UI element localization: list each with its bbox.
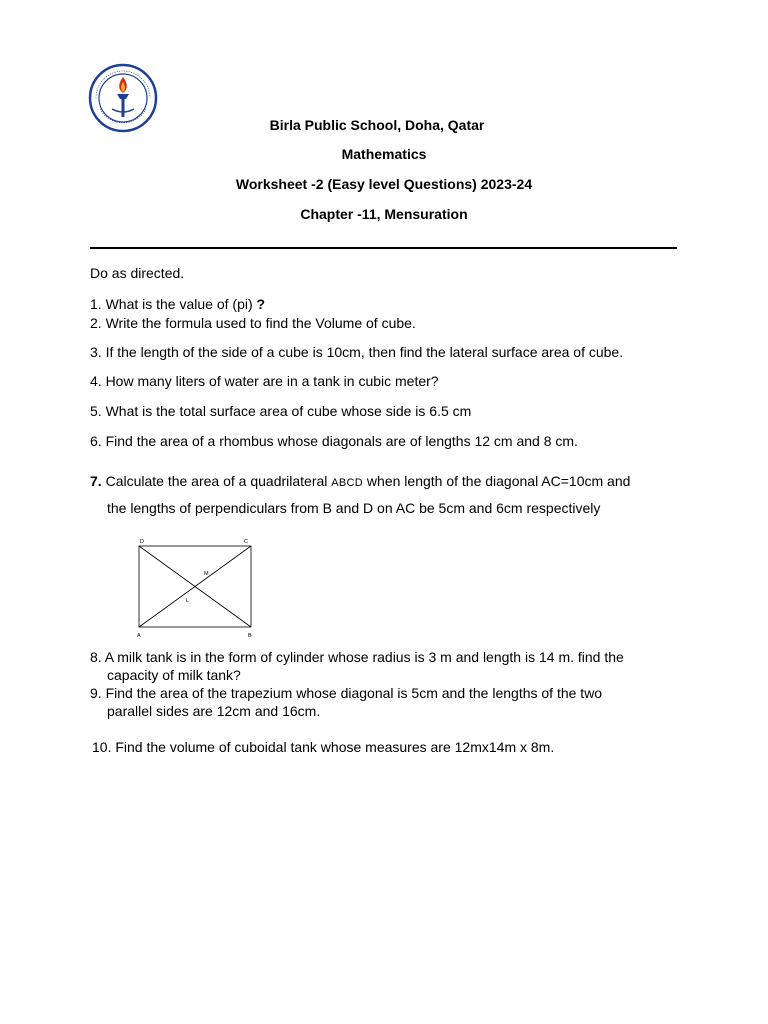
question-7-abcd: ABCD	[331, 477, 364, 489]
question-7-text-a: Calculate the area of a quadrilateral	[101, 473, 332, 489]
chapter-title: Chapter -11, Mensuration	[300, 206, 468, 222]
question-8-line-2: capacity of milk tank?	[107, 667, 241, 683]
label-l: L	[186, 598, 190, 604]
school-name: Birla Public School, Doha, Qatar	[269, 117, 485, 133]
question-5: 5. What is the total surface area of cube whose side is 6.5 cm	[90, 403, 472, 419]
question-3: 3. If the length of the side of a cube is 10cm, then find the lateral surface area of cube.	[90, 344, 624, 360]
question-7-number: 7.	[90, 473, 102, 489]
quadrilateral-figure	[134, 535, 258, 643]
question-4: 4. How many liters of water are in a tank in cubic meter?	[90, 373, 439, 389]
label-d: D	[140, 539, 144, 545]
label-c: C	[244, 539, 248, 545]
label-b: B	[248, 633, 252, 639]
question-1	[90, 295, 265, 313]
question-9-line-1: 9. Find the area of the trapezium whose diagonal is 5cm and the lengths of the two	[90, 685, 603, 701]
question-7-text-b: when length of the diagonal AC=10cm and	[363, 473, 631, 489]
instruction: Do as directed.	[90, 265, 185, 281]
question-10: 10. Find the volume of cuboidal tank whose measures are 12mx14m x 8m.	[92, 739, 555, 755]
question-7	[90, 472, 630, 492]
question-2: 2. Write the formula used to find the Volume of cube.	[90, 315, 416, 331]
subject-title: Mathematics	[341, 146, 427, 162]
question-1-mark: ?	[256, 296, 266, 312]
question-7-line-2: the lengths of perpendiculars from B and D on AC be 5cm and 6cm respectively	[107, 500, 601, 516]
question-8-line-1: 8. A milk tank is in the form of cylinder whose radius is 3 m and length is 14 m. find the	[90, 649, 624, 665]
question-6: 6. Find the area of a rhombus whose diagonals are of lengths 12 cm and 8 cm.	[90, 433, 578, 449]
label-m: M	[204, 571, 209, 577]
question-9-line-2: parallel sides are 12cm and 16cm.	[107, 703, 321, 719]
question-1-text: 1. What is the value of (pi)	[90, 296, 257, 312]
label-a: A	[137, 633, 141, 639]
header-divider	[90, 247, 677, 249]
worksheet-title: Worksheet -2 (Easy level Questions) 2023-24	[235, 176, 533, 192]
